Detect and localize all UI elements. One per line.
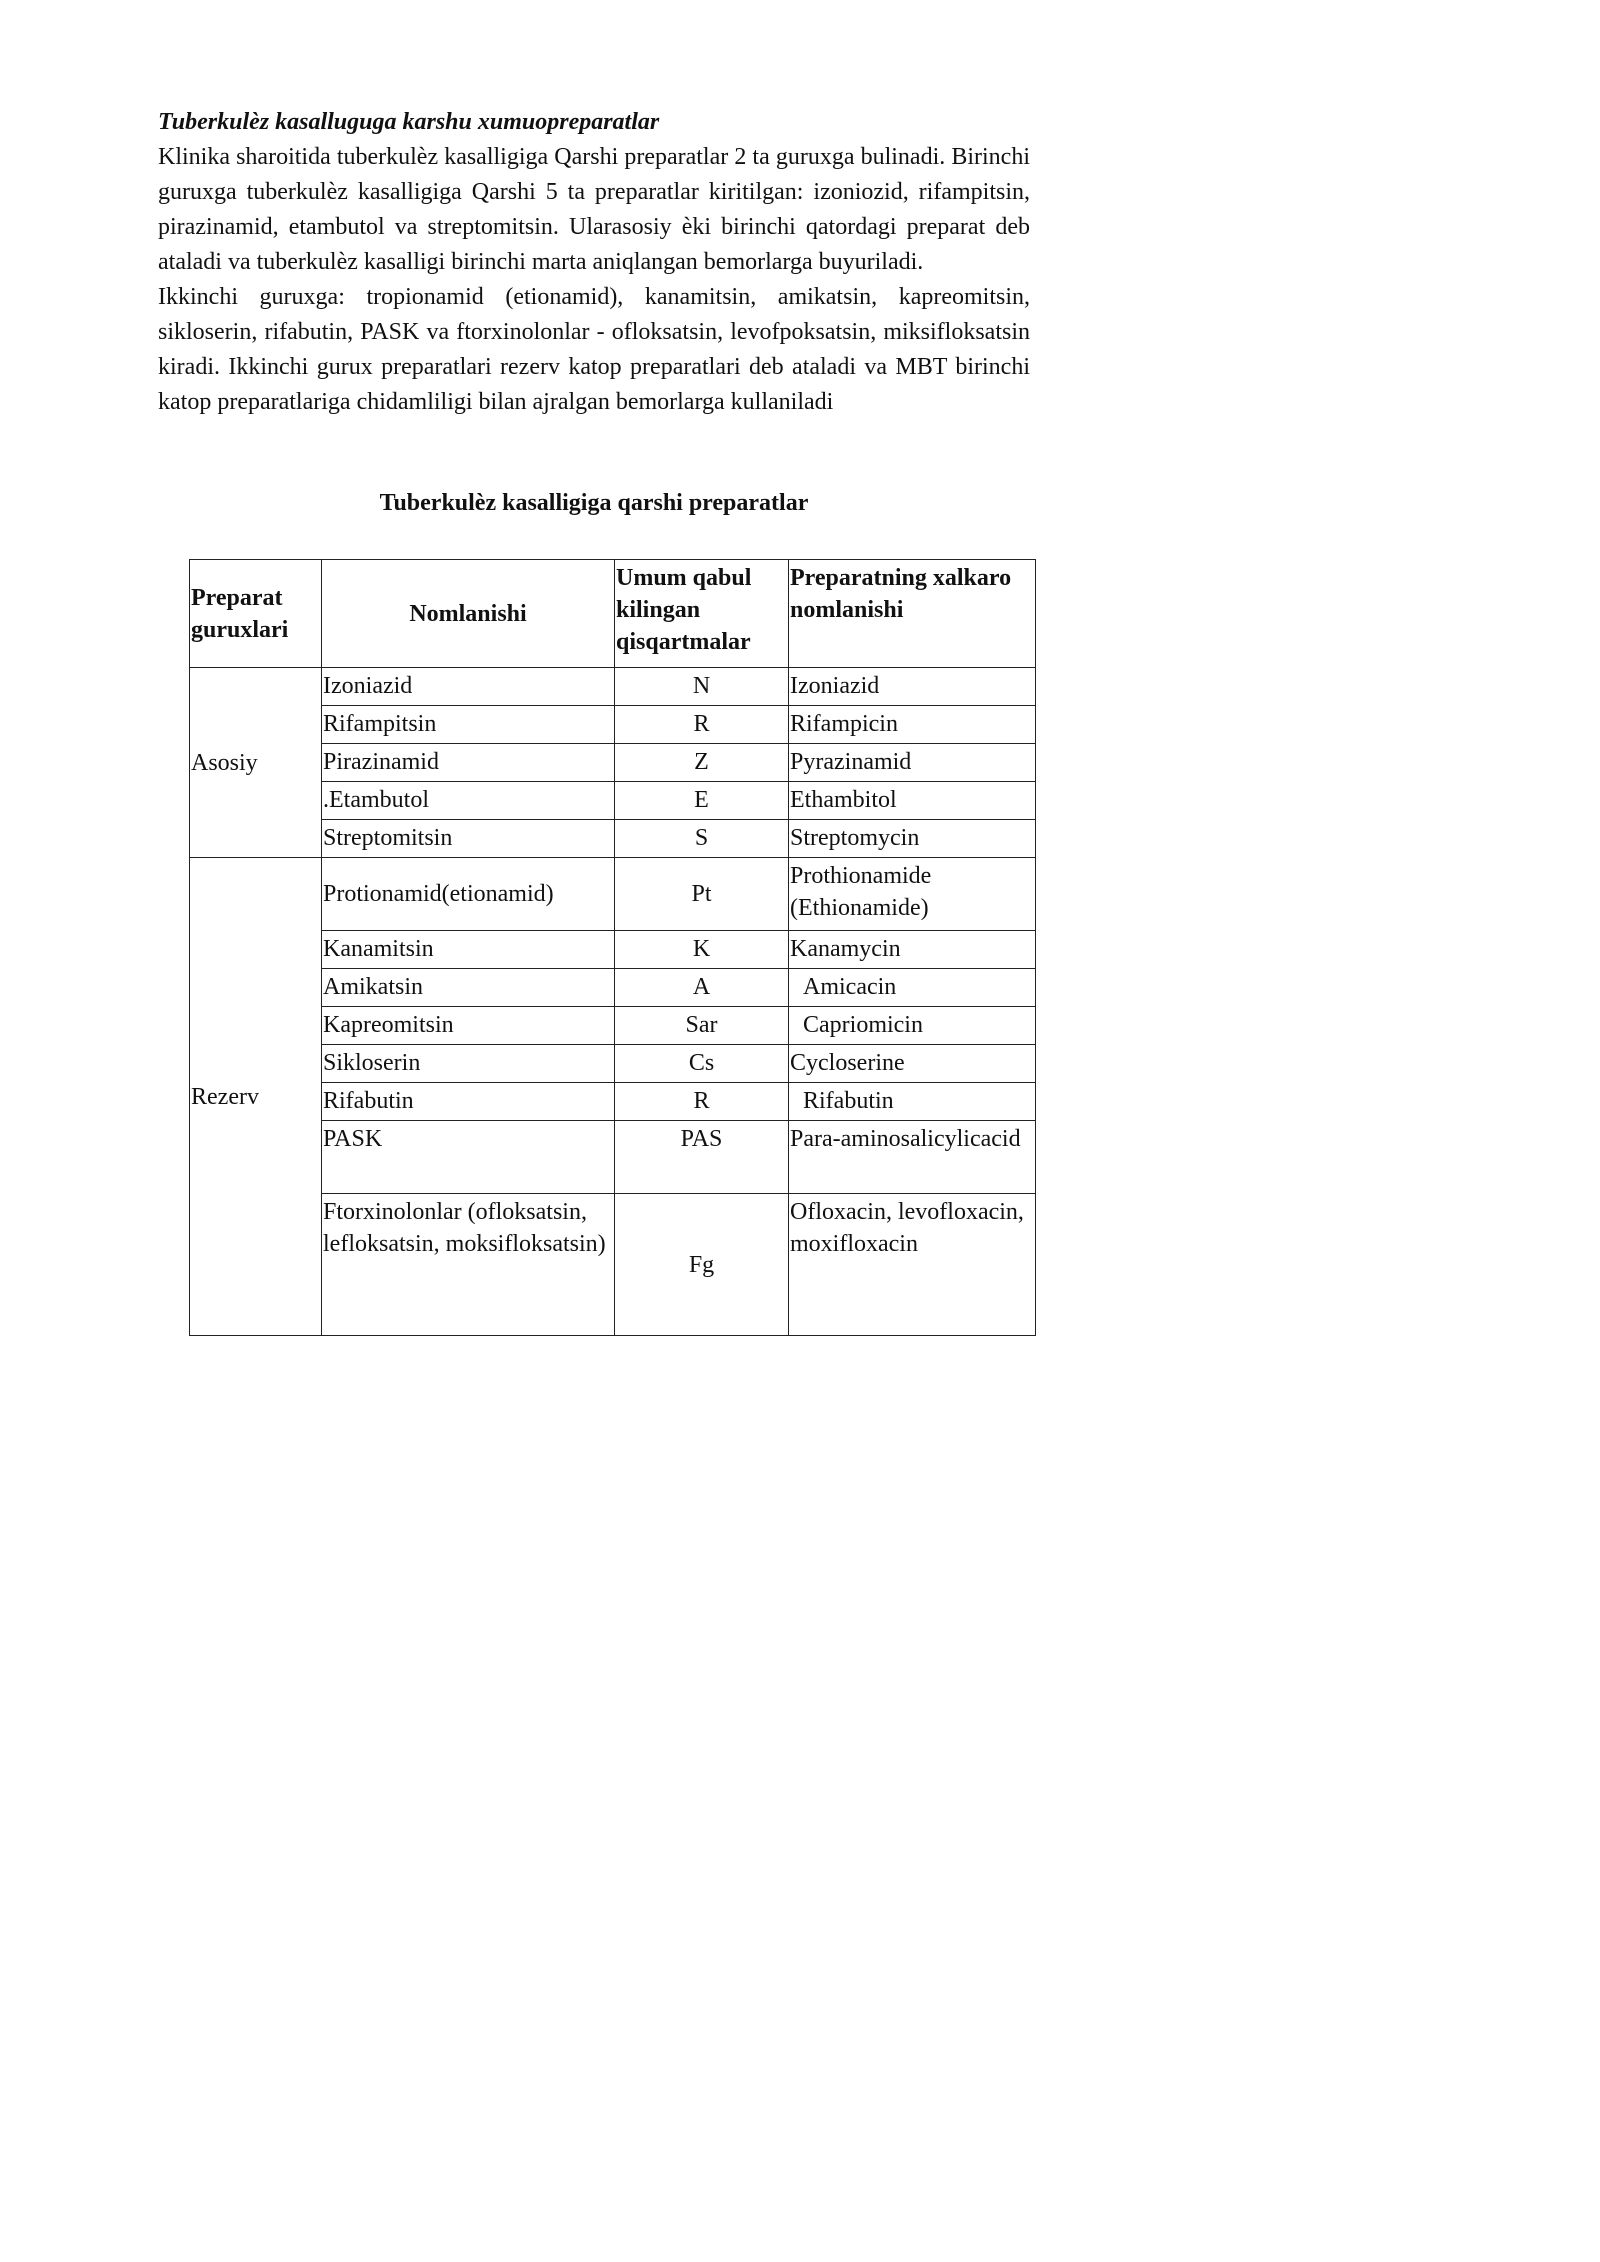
header-name: Nomlanishi [322, 560, 615, 668]
drug-intl-name: Cycloserine [789, 1045, 1036, 1083]
drug-abbr: A [615, 969, 789, 1007]
intro-section [158, 105, 1030, 420]
group-cell-rezerv: Rezerv [190, 858, 322, 1336]
header-intl: Preparatning xalkaro nomlanishi [789, 560, 1036, 668]
drug-intl-name: Izoniazid [789, 668, 1036, 706]
paragraph-2: Ikkinchi guruxga: tropionamid (etionamid), kanamitsin, amikatsin, kapreomitsin, sikloserin, rifabutin, PASK va ftorxinolonlar - ofloksatsin, levofpoksatsin, miksifloksatsin kiradi. Ikkinchi gurux preparatlari rezerv katop preparatlari deb ataladi va MBT birinchi katop preparatlariga chidamliligi bilan ajralgan bemorlarga kullaniladi [158, 284, 1030, 415]
drug-name: Protionamid(etionamid) [322, 858, 615, 931]
drug-abbr: K [615, 931, 789, 969]
table-row [190, 858, 1036, 931]
drug-abbr: Sar [615, 1007, 789, 1045]
section-heading: Tuberkulèz kasalluguga karshu xumuopreparatlar [158, 109, 660, 135]
drug-name: Kanamitsin [322, 931, 615, 969]
drug-abbr: PAS [615, 1121, 789, 1194]
drug-intl-name: Rifabutin [789, 1083, 1036, 1121]
drug-abbr: R [615, 706, 789, 744]
drug-intl-name: Rifampicin [789, 706, 1036, 744]
drug-intl-name: Ofloxacin, levofloxacin, moxifloxacin [789, 1194, 1036, 1336]
drug-abbr: E [615, 782, 789, 820]
drug-table [189, 559, 1036, 1336]
drug-name: Izoniazid [322, 668, 615, 706]
drug-abbr: S [615, 820, 789, 858]
document-page [0, 0, 1108, 1566]
drug-intl-name: Prothionamide (Ethionamide) [789, 858, 1036, 931]
drug-abbr: N [615, 668, 789, 706]
table-title: Tuberkulèz kasalligiga qarshi preparatlar [379, 490, 809, 516]
header-group: Preparat guruxlari [190, 560, 322, 668]
drug-name: Amikatsin [322, 969, 615, 1007]
drug-intl-name: Streptomycin [789, 820, 1036, 858]
drug-name: Streptomitsin [322, 820, 615, 858]
drug-abbr: Cs [615, 1045, 789, 1083]
drug-abbr: R [615, 1083, 789, 1121]
drug-name: Sikloserin [322, 1045, 615, 1083]
drug-intl-name: Kanamycin [789, 931, 1036, 969]
paragraph-1: Klinika sharoitida tuberkulèz kasalligiga Qarshi preparatlar 2 ta guruxga bulinadi. Birinchi guruxga tuberkulèz kasalligiga Qarshi 5 ta preparatlar kiritilgan: izoniozid, rifampitsin, pirazinamid, etambutol va streptomitsin. Ularasosiy èki birinchi qatordagi preparat deb ataladi va tuberkulèz kasalligi birinchi marta aniqlangan bemorlarga buyuriladi. [158, 144, 1030, 275]
drug-name: Ftorxinolonlar (ofloksatsin, lefloksatsin, moksifloksatsin) [322, 1194, 615, 1336]
drug-intl-name: Para-aminosalicylicacid [789, 1121, 1036, 1194]
group-cell-asosiy: Asosiy [190, 668, 322, 858]
drug-name: Rifampitsin [322, 706, 615, 744]
drug-intl-name: Pyrazinamid [789, 744, 1036, 782]
drug-name: PASK [322, 1121, 615, 1194]
drug-abbr: Fg [615, 1194, 789, 1336]
drug-intl-name: Amicacin [789, 969, 1036, 1007]
drug-name: Pirazinamid [322, 744, 615, 782]
drug-intl-name: Capriomicin [789, 1007, 1036, 1045]
drug-name: Kapreomitsin [322, 1007, 615, 1045]
drug-abbr: Z [615, 744, 789, 782]
table-row [190, 668, 1036, 706]
drug-name: Rifabutin [322, 1083, 615, 1121]
table-header-row [190, 560, 1036, 668]
drug-abbr: Pt [615, 858, 789, 931]
drug-intl-name: Ethambitol [789, 782, 1036, 820]
drug-name: .Etambutol [322, 782, 615, 820]
header-abbr: Umum qabul kilingan qisqartmalar [615, 560, 789, 668]
